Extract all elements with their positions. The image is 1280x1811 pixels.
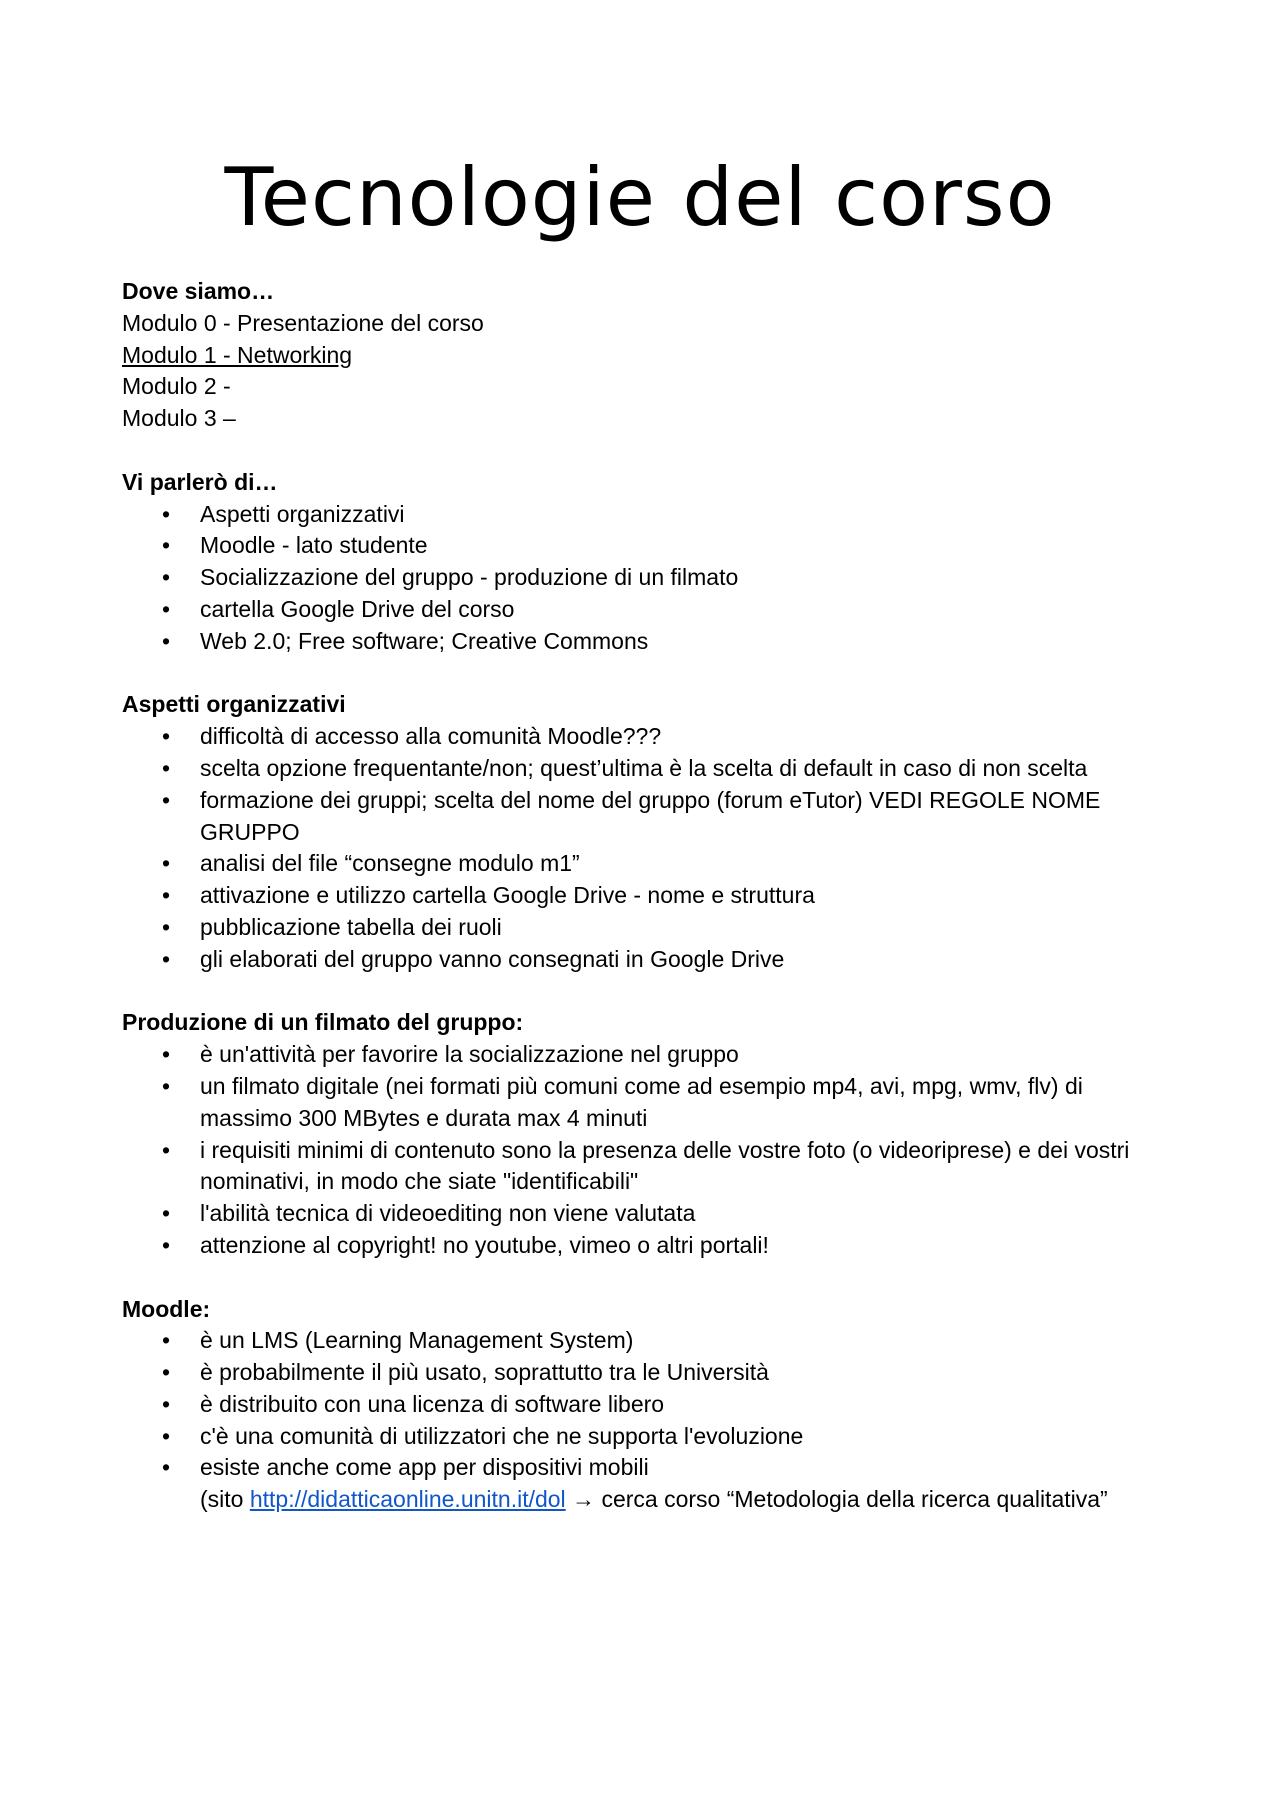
list-item: • attivazione e utilizzo cartella Google Drive - nome e struttura xyxy=(122,880,1162,912)
topics-heading: Vi parlerò di… xyxy=(122,468,278,495)
app-item-text: esiste anche come app per dispositivi mobili xyxy=(200,1454,649,1481)
list-item: • è probabilmente il più usato, soprattutto tra le Università xyxy=(122,1357,1162,1389)
module-line: Modulo 0 - Presentazione del corso xyxy=(122,309,484,336)
document-body xyxy=(122,276,1162,1516)
list-item: • difficoltà di accesso alla comunità Moodle??? xyxy=(122,721,1162,753)
where-heading: Dove siamo… xyxy=(122,278,275,304)
module-line: Modulo 2 - xyxy=(122,373,231,400)
moodle-site-link[interactable]: http://didatticaonline.unitn.it/dol xyxy=(249,1486,566,1513)
list-item: • Socializzazione del gruppo - produzione di un filmato xyxy=(122,562,1162,594)
moodle-heading: Moodle: xyxy=(122,1295,211,1322)
list-item: • scelta opzione frequentante/non; quest’ultima è la scelta di default in caso di non scelta xyxy=(122,753,1162,785)
list-item: • Aspetti organizzativi xyxy=(122,499,1162,531)
moodle-list xyxy=(122,1325,1162,1516)
list-item: • Moodle - lato studente xyxy=(122,530,1162,562)
video-list xyxy=(122,1039,1162,1262)
list-item: • c'è una comunità di utilizzatori che ne supporta l'evoluzione xyxy=(122,1421,1162,1453)
list-item-app xyxy=(122,1452,1162,1516)
arrow-icon: → xyxy=(565,1486,602,1513)
list-item: • formazione dei gruppi; scelta del nome del gruppo (forum eTutor) VEDI REGOLE NOME GRUPPO xyxy=(122,785,1162,849)
list-item: • Web 2.0; Free software; Creative Commons xyxy=(122,626,1162,658)
list-item: • un filmato digitale (nei formati più comuni come ad esempio mp4, avi, mpg, wmv, flv) di massimo 300 MBytes e durata max 4 minuti xyxy=(122,1071,1162,1135)
site-prefix: (sito xyxy=(200,1486,250,1513)
topics-list xyxy=(122,499,1162,658)
list-item: • analisi del file “consegne modulo m1” xyxy=(122,848,1162,880)
organization-heading: Aspetti organizzativi xyxy=(122,691,346,718)
list-item: • gli elaborati del gruppo vanno consegnati in Google Drive xyxy=(122,944,1162,976)
list-item: • pubblicazione tabella dei ruoli xyxy=(122,912,1162,944)
module-line-current: Modulo 1 - Networking xyxy=(122,341,353,368)
page-title: Tecnologie del corso xyxy=(224,151,1056,244)
list-item: • l'abilità tecnica di videoediting non viene valutata xyxy=(122,1198,1162,1230)
list-item: • i requisiti minimi di contenuto sono la presenza delle vostre foto (o videoriprese) e dei vostri nominativi, in modo che siate "identificabili" xyxy=(122,1135,1162,1199)
module-line: Modulo 3 – xyxy=(122,405,236,432)
organization-list xyxy=(122,721,1162,975)
list-item: • è distribuito con una licenza di software libero xyxy=(122,1389,1162,1421)
course-search-text: cerca corso “Metodologia della ricerca qualitativa” xyxy=(601,1486,1108,1513)
list-item: • è un'attività per favorire la socializzazione nel gruppo xyxy=(122,1039,1162,1071)
list-item: • cartella Google Drive del corso xyxy=(122,594,1162,626)
video-heading: Produzione di un filmato del gruppo: xyxy=(122,1009,524,1036)
list-item: • è un LMS (Learning Management System) xyxy=(122,1325,1162,1357)
list-item: • attenzione al copyright! no youtube, vimeo o altri portali! xyxy=(122,1230,1162,1262)
